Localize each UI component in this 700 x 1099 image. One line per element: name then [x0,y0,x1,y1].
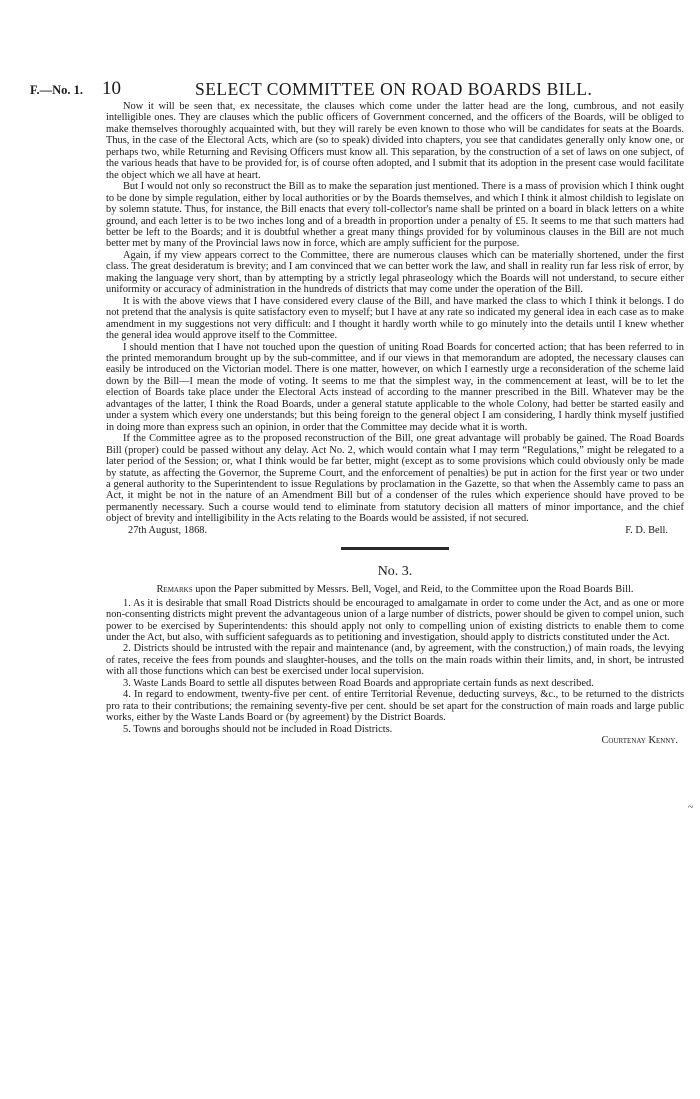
letter-signature-row [106,525,684,536]
letter-paragraph: It is with the above views that I have considered every clause of the Bill, and have marked the class to which I think it belongs. I do not pretend that the analysis is quite satisfactory even to myself; but I have at any rate so indicated my general idea in each case as to make amendment in my suggestions not very difficult: and I thought it hardly worth while to go minutely into the details until I knew whether the general idea would approve itself to the Committee. [106,295,684,342]
section-heading [106,584,684,595]
page-number: 10 [102,78,121,99]
remark-item: 3. Waste Lands Board to settle all disputes between Road Boards and appropriate certain funds as next described. [123,677,594,689]
letter-paragraph: Now it will be seen that, ex necessitate, the clauses which come under the latter head are the long, cumbrous, and not easily intelligible ones. They are clauses which the public officers of Government concerned, and the officers of the Boards, will be obliged to make themselves thoroughly acquainted with, but they will rarely be even known to those who will be candidates for seats at the Boards. Thus, in the case of the Electoral Acts, which are (so to speak) divided into chapters, you see that candidates generally only know one, or perhaps two, while Returning and Revising Officers must know all. This separation, by the construction of a set of laws on one subject, of the various heads that have to be provided for, is of course often adopted, and I submit that its adoption in the present case would facilitate the object which we all have at heart. [106,101,684,181]
document-body [106,101,684,747]
remarks-lead: Remarks [156,584,193,596]
letter-date: 27th August, 1868. [128,524,208,536]
margin-mark: ~ [688,802,694,813]
section-number: No. 3. [377,564,413,580]
remarks-signature: Courtenay Kenny. [601,735,678,747]
remark-item: 1. As it is desirable that small Road Districts should be encouraged to amalgamate in order to come under the Act, and as one or more non-consenting districts might prevent the advantageous union of a large number of districts, power should be given to compel union, such power to be exercised by Superintendents: this should apply not only to compelling union of existing districts to enable them to come under the Act, but also, with sufficient safeguards as to petitioning and investigation, should apply to districts constituted under the Act. [106,597,684,644]
section-divider [341,547,449,550]
page-header [0,78,700,102]
letter-paragraph: Again, if my view appears correct to the Committee, there are numerous clauses which can be materially shortened, under the first class. The great desideratum is brevity; and I am convinced that we can better work the law, and shall in reality run far less risk of error, by making the language very short, than by attempting by a strictly legal phraseology which the Boards will not understand, to secure either uniformity or accuracy of administration in the hundreds of districts that may come under the operation of the Bill. [106,249,684,296]
remarks-text: upon the Paper submitted by Messrs. Bell, Vogel, and Reid, to the Committee upon the Road Boards Bill. [195,584,634,596]
remark-item: 5. Towns and boroughs should not be included in Road Districts. [123,723,393,735]
document-reference: F.—No. 1. [30,83,84,97]
letter-signature: F. D. Bell. [625,524,668,536]
remark-item: 2. Districts should be intrusted with the repair and maintenance (and, by agreement, with the construction,) of main roads, the levying of rates, receive the fees from pounds and slaughter-houses, and the tolls on the main roads within their limits, and, in short, be intrusted with all those functions which can best be exercised under local supervision. [106,643,684,678]
remark-item: 4. In regard to endowment, twenty-five per cent. of entire Territorial Revenue, deducting surveys, &c., to be returned to the districts pro rata to their contributions; the remaining seventy-five per cent. should be set apart for the construction of main roads and large public works, either by the Waste Lands Board or (by agreement) by the District Boards. [106,689,684,724]
letter-paragraph: I should mention that I have not touched upon the question of uniting Road Boards for concerted action; that has been referred to in the printed memorandum brought up by the sub-committee, and if our views in that memorandum are adopted, the necessary clauses can easily be introduced on the Victorian model. There is one matter, however, on which I earnestly urge a reconsideration of the scheme laid down by the Bill—I mean the mode of voting. It seems to me that the simplest way, in the commencement at least, will be to let the election of Boards take place under the Electoral Acts instead of according to the manner prescribed in the Bill. Whatever may be the advantages of the latter, I think the Road Boards, under a general statute applicable to the whole Colony, had better be started easily and under a system which every one understands; but this being foreign to the general object I am considering, I hardly think myself justified in doing more than express such an opinion, in order that the Committee may decide what it is worth. [106,341,684,433]
letter-paragraph: But I would not only so reconstruct the Bill as to make the separation just mentioned. There is a mass of provision which I think ought to be done by simple regulation, either by local authorities or by the Boards themselves, and which I think it almost childish to legislate on by solemn statute. Thus, for instance, the Bill enacts that every toll-collector's name shall be printed on a board in black letters on a white ground, and each letter is to be two inches long and of a breadth in proportion under a penalty of £5. It seems to me that such matters had better be left to the Boards; and it is doubtful whether a great many things provided for by voluminous clauses in the Bill are not much better met by many of the Provincial laws now in force, which are amply sufficient for the purpose. [106,181,684,250]
page-title: SELECT COMMITTEE ON ROAD BOARDS BILL. [195,79,593,99]
letter-paragraph: If the Committee agree as to the proposed reconstruction of the Bill, one great advantage will probably be gained. The Road Boards Bill (proper) could be passed without any delay. Act No. 2, which would contain what I may term “Regulations,” might be relegated to a later period of the Session; or, what I think would be far better, might (except as to some provisions which could obviously only be made by statute, as affecting the Governor, the Supreme Court, and the enforcement of penalties) be put in action for the first year or two under a general authority to the Superintendent to issue Regulations by proclamation in the Gazette, so that when the Assembly came to pass an Act, it might be not in the nature of an Amendment Bill but of a condenser of the rules which experience should have proved to be permanently necessary. Such a course would tend to eliminate from statutory decision all matters of minor importance, and the chief object of brevity and intelligibility in the Acts relating to the Boards would be assisted, if not secured. [106,433,684,525]
